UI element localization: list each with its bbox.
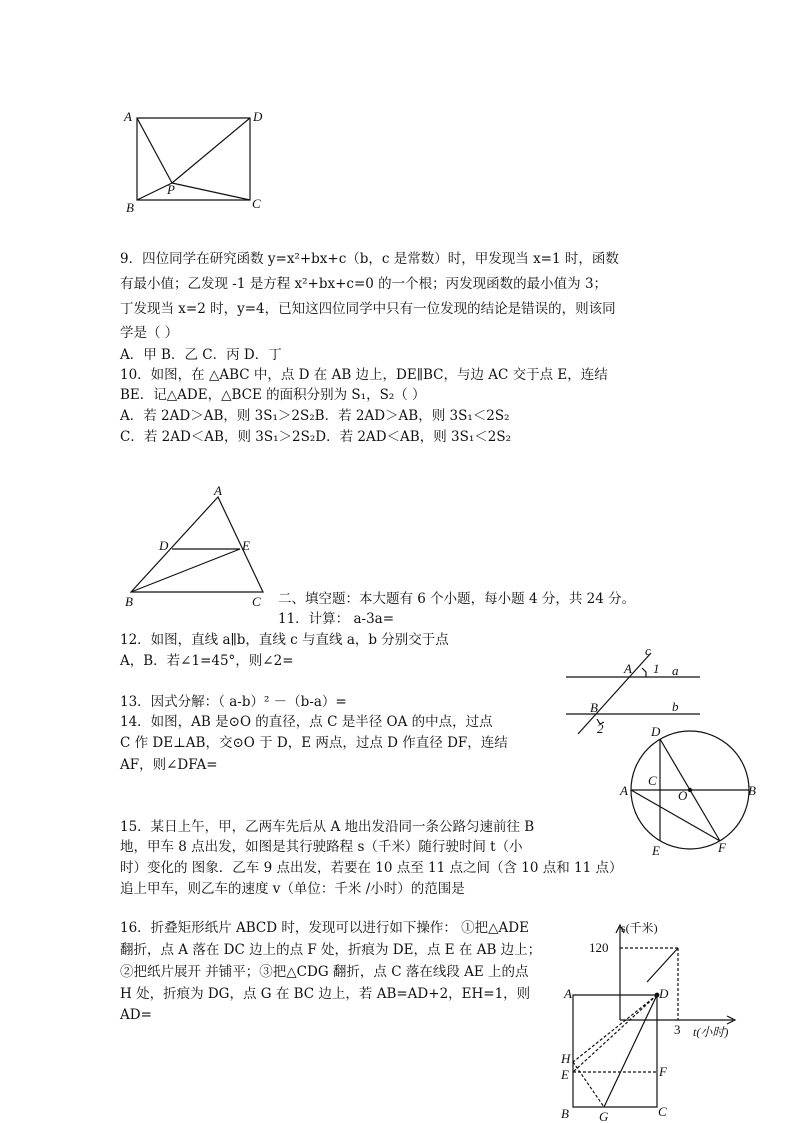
svg-text:E: E [242, 538, 250, 553]
svg-text:A: A [564, 986, 572, 1001]
q9-line-2: 有最小值；乙发现 -1 是方程 x²+bx+c=0 的一个根；丙发现函数的最小值为 3； [120, 276, 608, 292]
q16-line-3: ②把纸片展开 并铺平；③把△CDG 翻折，点 C 落在线段 AE 上的点 [120, 964, 529, 980]
q9-line-1: 9．四位同学在研究函数 y=x²+bx+c（b，c 是常数）时，甲发现当 x=1 时，函数 [120, 251, 619, 267]
q14-line-2: C 作 DE⊥AB，交⊙O 于 D，E 两点，过点 D 作直径 DF，连结 [120, 735, 508, 751]
svg-text:120: 120 [589, 940, 609, 955]
svg-text:D: D [659, 986, 669, 1001]
svg-text:C: C [252, 594, 261, 609]
label-b: B [126, 200, 134, 215]
svg-text:1: 1 [653, 661, 660, 676]
svg-text:D: D [159, 538, 169, 553]
svg-text:C: C [648, 773, 657, 788]
q14-line-3: AF，则∠DFA= [120, 757, 218, 773]
svg-text:G: G [599, 1109, 609, 1123]
svg-text:C: C [658, 1104, 667, 1119]
svg-text:3: 3 [674, 1022, 681, 1037]
svg-text:A: A [620, 783, 628, 798]
q16-line-2: 翻折，点 A 落在 DC 边上的点 F 处，折痕为 DE，点 E 在 AB 边上； [120, 942, 542, 958]
q9-line-3: 丁发现当 x=2 时，y=4，已知这四位同学中只有一位发现的结论是错误的，则该同 [120, 301, 616, 317]
svg-text:F: F [718, 840, 726, 855]
svg-text:F: F [659, 1064, 667, 1079]
svg-text:E: E [652, 843, 660, 858]
svg-text:t(小时): t(小时) [693, 1025, 729, 1039]
label-c: C [252, 196, 261, 211]
svg-text:A: A [624, 661, 632, 676]
svg-text:O: O [678, 788, 688, 803]
svg-text:A: A [214, 483, 222, 498]
q13: 13．因式分解：（ a-b）² －（b-a）= [120, 694, 347, 710]
svg-text:D: D [651, 724, 661, 739]
q10-line-2: BE．记△ADE，△BCE 的面积分别为 S₁，S₂（ ） [120, 387, 426, 403]
label-a: A [124, 109, 132, 124]
q9-line-4: 学是（ ） [120, 325, 179, 341]
q16-line-5: AD= [120, 1007, 152, 1023]
svg-text:b: b [672, 699, 679, 714]
q15-line-2: 地，甲车 8 点出发，如图是其行驶路程 s（千米）随行驶时间 t（小 [120, 839, 523, 855]
svg-text:H: H [561, 1051, 571, 1066]
q16-line-1: 16．折叠矩形纸片 ABCD 时，发现可以进行如下操作： ①把△ADE [120, 920, 529, 936]
q15-line-3: 时）变化的 图象．乙车 9 点出发，若要在 10 点至 11 点之间（含 10 点和 11 点） [120, 860, 623, 876]
q9-options: A．甲 B．乙 C．丙 D．丁 [120, 347, 282, 363]
label-d: D [253, 109, 263, 124]
svg-text:B: B [590, 700, 598, 715]
svg-text:B: B [125, 594, 133, 609]
q10-option-ab: A．若 2AD＞AB，则 3S₁＞2S₂B．若 2AD＞AB，则 3S₁＜2S₂ [120, 408, 510, 424]
q12-line-1: 12．如图，直线 a∥b，直线 c 与直线 a，b 分别交于点 [120, 632, 449, 648]
q10-option-cd: C．若 2AD＜AB，则 3S₁＞2S₂D．若 2AD＜AB，则 3S₁＜2S₂ [120, 429, 511, 445]
svg-text:s(千米): s(千米) [621, 921, 658, 935]
q15-line-1: 15．某日上午，甲，乙两车先后从 A 地出发沿同一条公路匀速前往 B [120, 819, 535, 835]
svg-text:E: E [561, 1067, 569, 1082]
svg-text:B: B [561, 1106, 569, 1121]
q15-line-4: 追上甲车，则乙车的速度 v（单位：千米 /小时）的范围是 [120, 881, 465, 897]
section-heading-fill-in: 二、填空题：本大题有 6 个小题，每小题 4 分，共 24 分。 [278, 591, 636, 607]
svg-text:B: B [748, 783, 756, 798]
q10-line-1: 10．如图，在 △ABC 中，点 D 在 AB 边上，DE∥BC，与边 AC 交于点 E，连结 [120, 367, 608, 383]
svg-text:2: 2 [597, 721, 604, 736]
label-p: P [167, 182, 175, 197]
q14-line-1: 14．如图，AB 是⊙O 的直径，点 C 是半径 OA 的中点，过点 [120, 714, 493, 730]
q16-line-4: H 处，折痕为 DG，点 G 在 BC 边上，若 AB=AD+2，EH=1，则 [120, 986, 531, 1002]
q12-line-2: A，B．若∠1=45°，则∠2= [120, 653, 294, 669]
svg-text:a: a [672, 663, 679, 678]
svg-text:c: c [645, 643, 651, 658]
q11: 11．计算： a-3a= [278, 611, 395, 627]
